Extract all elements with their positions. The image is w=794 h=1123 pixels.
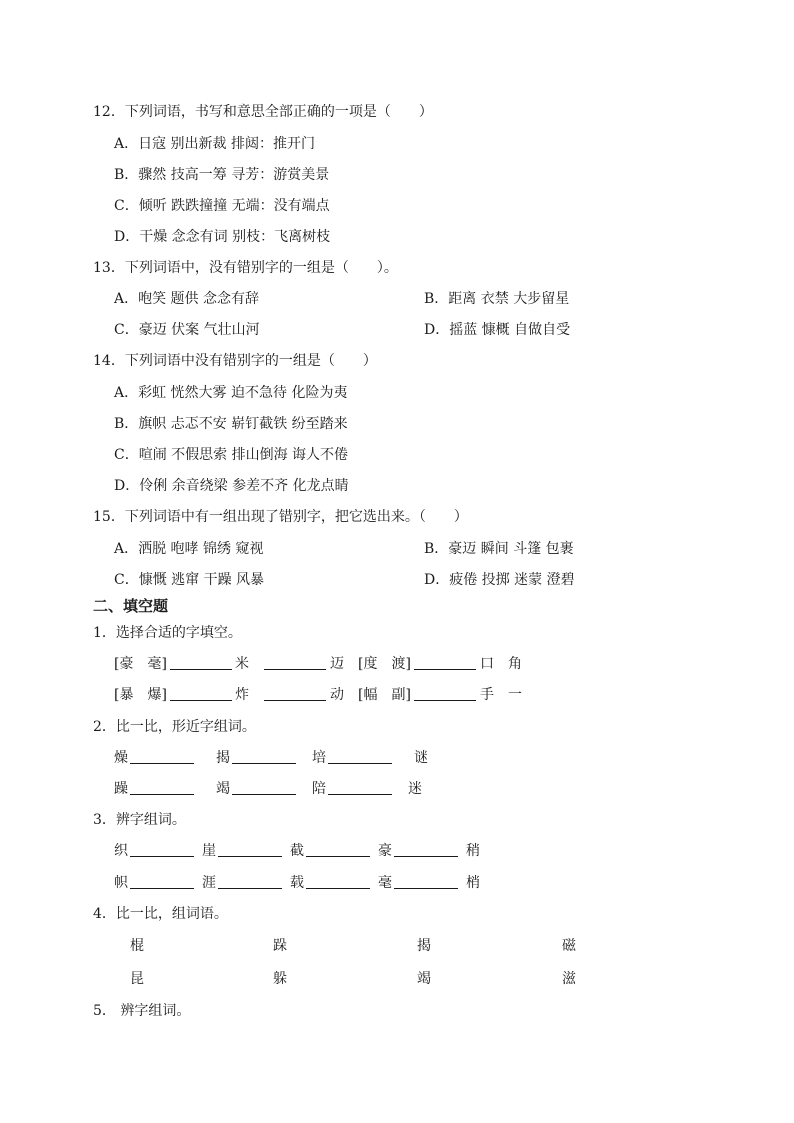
problem-4-stem: 4．比一比，组词语。 (93, 906, 228, 922)
char: 载 (290, 875, 304, 891)
question-14-stem: 14．下列词语中没有错别字的一组是（ ） (93, 353, 377, 369)
question-13-option-d: D．摇蓝 慷概 自做自受 (424, 322, 571, 338)
char: 涯 (202, 875, 216, 891)
choice-pair-1: [豪 毫] (114, 656, 167, 672)
question-13-stem: 13．下列词语中，没有错别字的一组是（ ）。 (93, 260, 398, 276)
char: 培 (312, 750, 326, 766)
char: 陪 (312, 781, 326, 797)
choice-pair-4: [幅 副] (358, 687, 411, 703)
fill-blank[interactable] (170, 655, 232, 670)
fill-blank[interactable] (328, 749, 392, 764)
fill-blank[interactable] (170, 686, 232, 701)
char: 磁 (562, 938, 576, 954)
question-15-stem: 15．下列词语中有一组出现了错别字，把它选出来。（ ） (93, 509, 468, 525)
fill-blank[interactable] (414, 655, 476, 670)
fill-blank[interactable] (232, 780, 296, 795)
char: 梢 (466, 875, 480, 891)
fill-blank[interactable] (328, 780, 392, 795)
problem-3-stem: 3．辨字组词。 (93, 812, 186, 828)
blank-suffix-char: 迈 (330, 656, 344, 672)
char: 稍 (466, 843, 480, 859)
choice-pair-3: [暴 爆] (114, 687, 167, 703)
fill-blank[interactable] (130, 842, 194, 857)
char: 竭 (216, 781, 230, 797)
problem-2-stem: 2．比一比，形近字组词。 (93, 719, 256, 735)
question-14-option-c: C．喧闹 不假思索 排山倒海 诲人不倦 (114, 447, 349, 463)
question-13-option-c: C．豪迈 伏案 气壮山河 (114, 322, 260, 338)
char: 截 (290, 843, 304, 859)
char: 跺 (273, 938, 287, 954)
question-15-option-d: D．疲倦 投掷 迷蒙 澄碧 (424, 572, 575, 588)
fill-blank[interactable] (232, 749, 296, 764)
question-14-option-a: A．彩虹 恍然大雾 迫不急待 化险为夷 (114, 385, 348, 401)
fill-blank[interactable] (218, 874, 282, 889)
fill-blank[interactable] (264, 655, 326, 670)
problem-5-stem: 5． 辨字组词。 (93, 1003, 191, 1019)
question-12-stem: 12．下列词语，书写和意思全部正确的一项是（ ） (93, 104, 433, 120)
char: 躲 (273, 971, 287, 987)
question-12-option-d: D．干燥 念念有词 别枝：飞离树枝 (114, 229, 331, 245)
blank-suffix-word: 手 一 (480, 687, 522, 703)
char: 毫 (378, 875, 392, 891)
char: 棍 (130, 938, 144, 954)
char: 昆 (130, 971, 144, 987)
question-15-option-b: B．豪迈 瞬间 斗篷 包裹 (424, 541, 574, 557)
question-13-option-b: B．距离 衣禁 大步留星 (424, 291, 570, 307)
char: 躁 (114, 781, 128, 797)
char: 竭 (417, 971, 431, 987)
question-12-option-c: C．倾听 跌跌撞撞 无端：没有端点 (114, 198, 330, 214)
char: 豪 (378, 843, 392, 859)
blank-suffix-char: 动 (330, 687, 344, 703)
question-13-option-a: A．咆笑 题供 念念有辞 (114, 291, 260, 307)
fill-blank[interactable] (394, 874, 458, 889)
fill-blank[interactable] (130, 874, 194, 889)
char: 揭 (417, 938, 431, 954)
char: 织 (114, 843, 128, 859)
char: 滋 (562, 971, 576, 987)
char: 揭 (216, 750, 230, 766)
fill-blank[interactable] (306, 842, 370, 857)
char: 迷 (408, 781, 422, 797)
char: 谜 (414, 750, 428, 766)
question-15-option-a: A．洒脱 咆哮 锦绣 窥视 (114, 541, 264, 557)
fill-blank[interactable] (130, 749, 194, 764)
fill-blank[interactable] (394, 842, 458, 857)
question-12-option-a: A．日寇 别出新裁 排闼：推开门 (114, 136, 316, 152)
char: 帜 (114, 875, 128, 891)
char: 崖 (202, 843, 216, 859)
fill-blank[interactable] (218, 842, 282, 857)
choice-pair-2: [度 渡] (358, 656, 411, 672)
char: 燥 (114, 750, 128, 766)
fill-blank[interactable] (414, 686, 476, 701)
blank-suffix-char: 炸 (235, 687, 249, 703)
blank-suffix-char: 米 (235, 656, 249, 672)
question-14-option-d: D．伶俐 余音绕梁 参差不齐 化龙点睛 (114, 478, 349, 494)
section-heading-fill-blank: 二、填空题 (93, 597, 169, 615)
question-14-option-b: B．旗帜 忐忑不安 崭钉截铁 纷至踏来 (114, 416, 348, 432)
question-15-option-c: C．慷慨 逃窜 干躁 风暴 (114, 572, 265, 588)
fill-blank[interactable] (130, 780, 194, 795)
blank-suffix-word: 口 角 (480, 656, 522, 672)
fill-blank[interactable] (306, 874, 370, 889)
fill-blank[interactable] (264, 686, 326, 701)
question-12-option-b: B．骤然 技高一筹 寻芳：游赏美景 (114, 167, 330, 183)
problem-1-stem: 1．选择合适的字填空。 (93, 625, 242, 641)
